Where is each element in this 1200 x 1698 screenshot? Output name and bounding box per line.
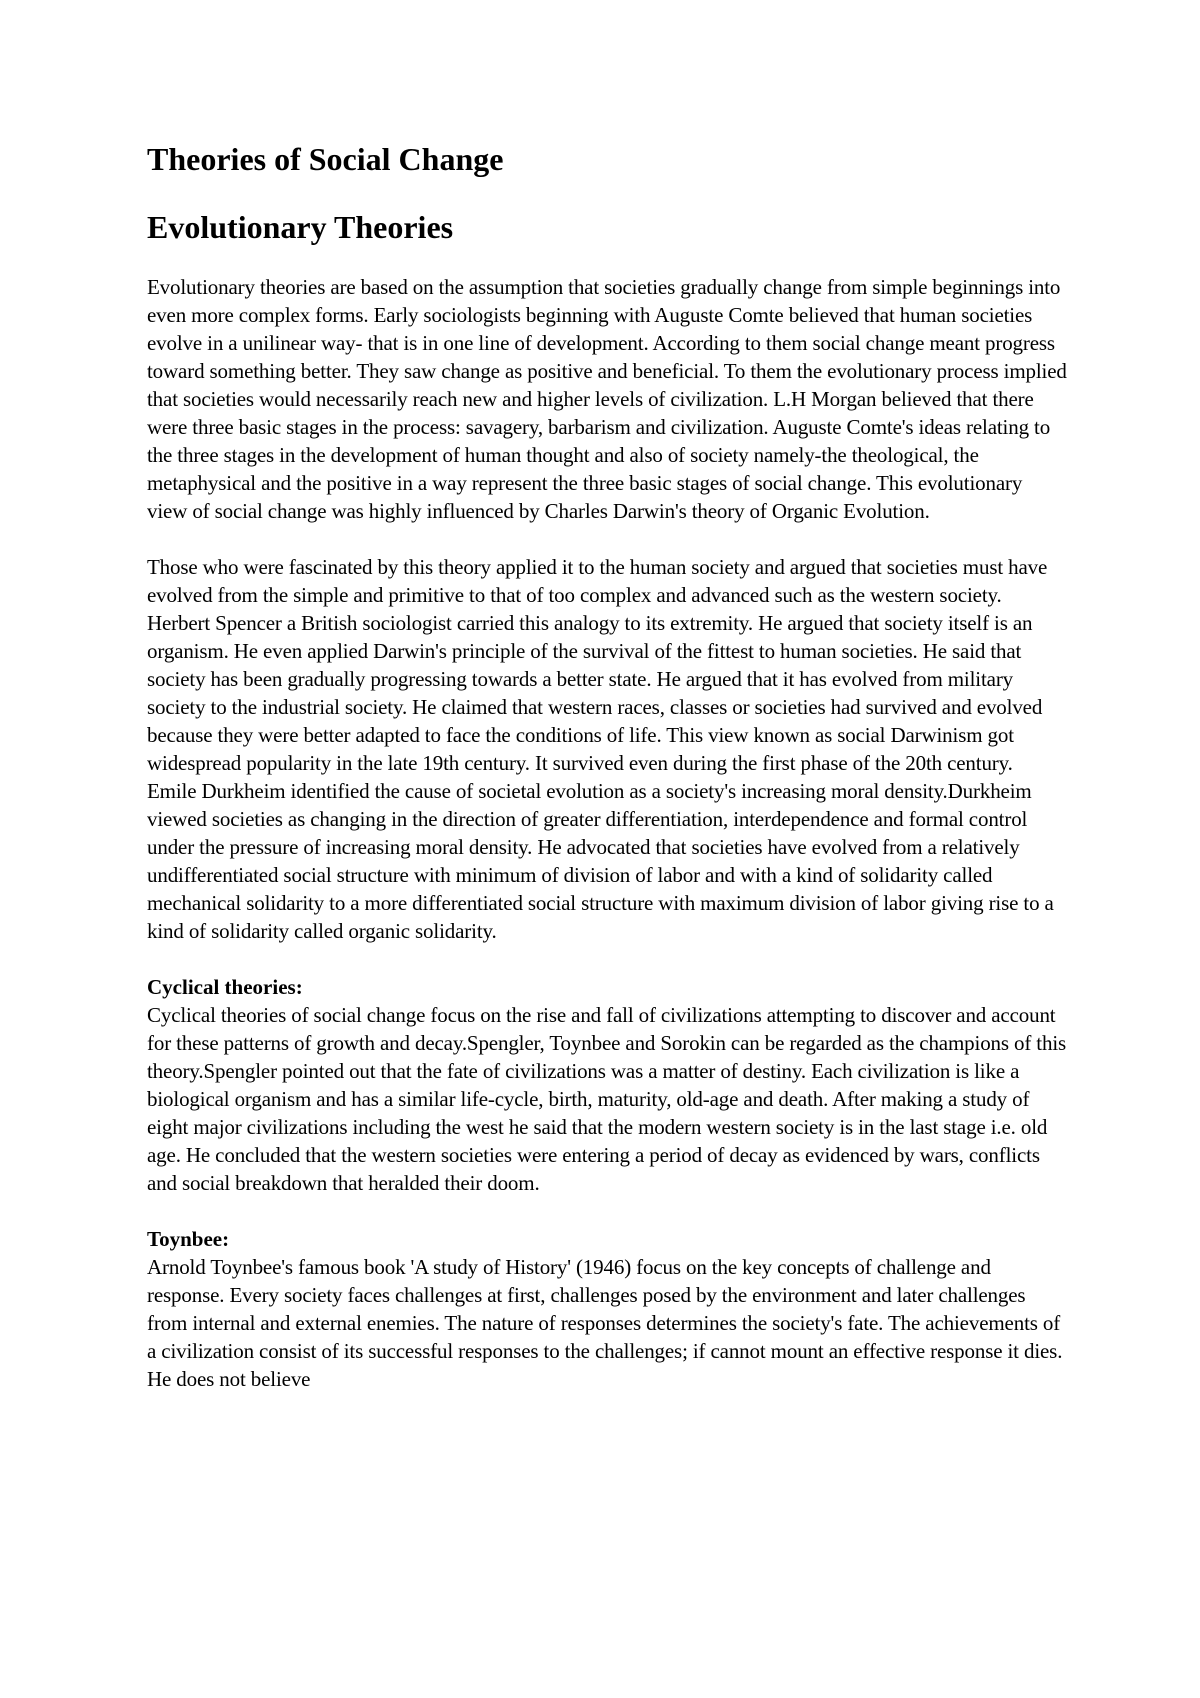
document-page [147, 140, 1067, 1393]
paragraph-evolutionary-2: Those who were fascinated by this theory applied it to the human society and argued that societies must have evolved from the simple and primitive to that of too complex and advanced such as the western society. Herbert Spencer a British sociologist carried this analogy to its extremity. He argued that society itself is an organism. He even applied Darwin's principle of the survival of the fittest to human societies. He said that society has been gradually progressing towards a better state. He argued that it has evolved from military society to the industrial society. He claimed that western races, classes or societies had survived and evolved because they were better adapted to face the conditions of life. This view known as social Darwinism got widespread popularity in the late 19th century. It survived even during the first phase of the 20th century. Emile Durkheim identified the cause of societal evolution as a society's increasing moral density.Durkheim viewed societies as changing in the direction of greater differentiation, interdependence and formal control under the pressure of increasing moral density. He advocated that societies have evolved from a relatively undifferentiated social structure with minimum of division of labor and with a kind of solidarity called mechanical solidarity to a more differentiated social structure with maximum division of labor giving rise to a kind of solidarity called organic solidarity. [147, 554, 1054, 943]
paragraph-toynbee: Arnold Toynbee's famous book 'A study of History' (1946) focus on the key concepts of challenge and response. Every society faces challenges at first, challenges posed by the environment and later challenges from internal and external enemies. The nature of responses determines the society's fate. The achievements of a civilization consist of its successful responses to the challenges; if cannot mount an effective response it dies. He does not believe [147, 1254, 1063, 1391]
section-heading-toynbee: Toynbee: [147, 1226, 230, 1251]
section-heading-cyclical: Cyclical theories: [147, 974, 303, 999]
paragraph-evolutionary-1: Evolutionary theories are based on the assumption that societies gradually change from simple beginnings into even more complex forms. Early sociologists beginning with Auguste Comte believed that human societies evolve in a unilinear way- that is in one line of development. According to them social change meant progress toward something better. They saw change as positive and beneficial. To them the evolutionary process implied that societies would necessarily reach new and higher levels of civilization. L.H Morgan believed that there were three basic stages in the process: savagery, barbarism and civilization. Auguste Comte's ideas relating to the three stages in the development of human thought and also of society namely-the theological, the metaphysical and the positive in a way represent the three basic stages of social change. This evolutionary view of social change was highly influenced by Charles Darwin's theory of Organic Evolution. [147, 274, 1067, 523]
paragraph-cyclical: Cyclical theories of social change focus on the rise and fall of civilizations attempting to discover and account for these patterns of growth and decay.Spengler, Toynbee and Sorokin can be regarded as the champions of this theory.Spengler pointed out that the fate of civilizations was a matter of destiny. Each civilization is like a biological organism and has a similar life-cycle, birth, maturity, old-age and death. After making a study of eight major civilizations including the west he said that the modern western society is in the last stage i.e. old age. He concluded that the western societies were entering a period of decay as evidenced by wars, conflicts and social breakdown that heralded their doom. [147, 1002, 1067, 1195]
document-title: Theories of Social Change [147, 141, 504, 177]
section-title-evolutionary: Evolutionary Theories [147, 209, 454, 246]
